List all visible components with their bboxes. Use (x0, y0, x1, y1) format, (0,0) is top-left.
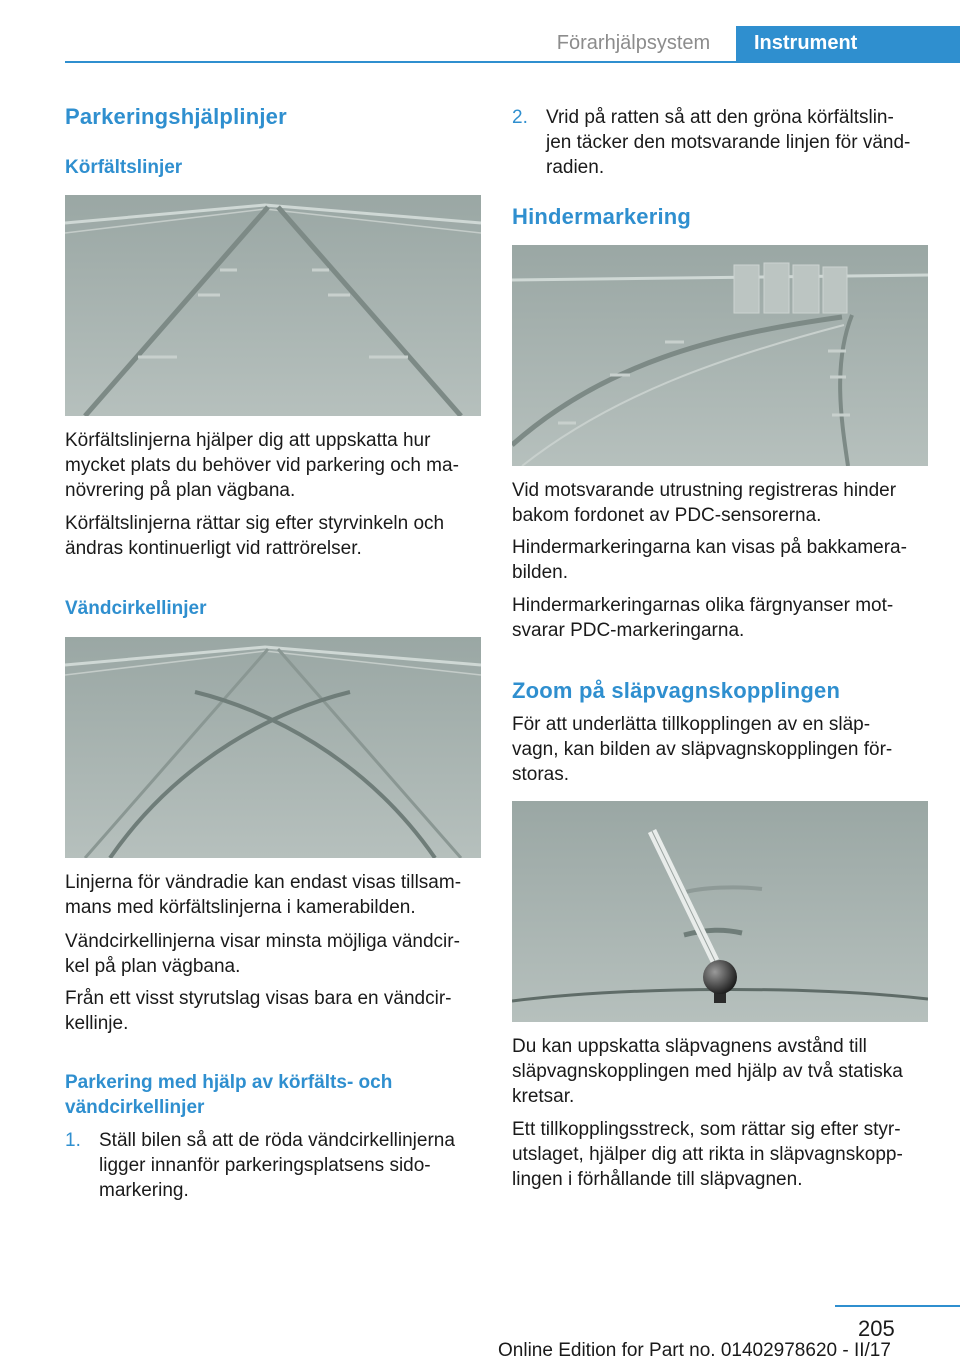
paragraph-hindermarkering-1 (512, 478, 928, 528)
text-line: vagn, kan bilden av släpvagnskopplingen för- (512, 739, 893, 760)
paragraph-korfaltslinjer-1 (65, 428, 481, 503)
figure-turning-circle-lines (65, 637, 481, 858)
text-line: Från ett visst styrutslag visas bara en vändcir- (65, 988, 452, 1009)
text-line: svarar PDC-markeringarna. (512, 620, 745, 641)
subheading-vandcirkellinjer: Vändcirkellinjer (65, 598, 207, 619)
header-chapter-tab (736, 26, 960, 63)
text-line: mycket plats du behöver vid parkering och ma- (65, 455, 459, 476)
text-line: För att underlätta tillkopplingen av en släp- (512, 714, 871, 735)
text-line: Ställ bilen så att de röda vändcirkellinjerna (99, 1130, 455, 1151)
text-line: markering. (99, 1180, 189, 1201)
step-number-2: 2. (512, 107, 528, 128)
text-line: növrering på plan vägbana. (65, 480, 296, 501)
paragraph-korfaltslinjer-2 (65, 511, 481, 561)
paragraph-hindermarkering-3 (512, 593, 928, 643)
step-text-1 (99, 1128, 481, 1203)
header-section-tab: Förarhjälpsystem (556, 32, 711, 54)
step-text-2 (546, 105, 928, 180)
paragraph-hindermarkering-2 (512, 535, 928, 585)
text-line: Linjerna för vändradie kan endast visas tillsam- (65, 872, 462, 893)
edition-note: Online Edition for Part no. 01402978620 - II/17 (498, 1340, 891, 1361)
section-title-parkeringshjalplinjer: Parkeringshjälplinjer (65, 104, 287, 129)
text-line: Du kan uppskatta släpvagnens avstånd till (512, 1036, 867, 1057)
text-line: kellinje. (65, 1013, 129, 1034)
text-line: ligger innanför parkeringsplatsens sido- (99, 1155, 431, 1176)
paragraph-vandcirkellinjer-1 (65, 870, 481, 920)
text-line: mans med körfältslinjerna i kamerabilden. (65, 897, 416, 918)
step-number-1: 1. (65, 1130, 81, 1151)
text-line: Vändcirkellinjerna visar minsta möjliga vändcir- (65, 931, 460, 952)
text-line: lingen i förhållande till släpvagnen. (512, 1169, 803, 1190)
footer-rule (835, 1305, 960, 1307)
text-line: släpvagnskopplingen med hjälp av två statiska (512, 1061, 903, 1082)
text-line: bakom fordonet av PDC-sensorerna. (512, 505, 822, 526)
paragraph-zoom-3 (512, 1117, 928, 1192)
figure-lane-lines (65, 195, 481, 416)
text-line: Parkering med hjälp av körfälts- och (65, 1072, 393, 1093)
paragraph-vandcirkellinjer-3 (65, 986, 481, 1036)
text-line: Hindermarkeringarnas olika färgnyanser mot- (512, 595, 894, 616)
text-line: Ett tillkopplingsstreck, som rättar sig efter styr- (512, 1119, 901, 1140)
text-line: Vid motsvarande utrustning registreras hinder (512, 480, 897, 501)
header-chapter-label: Instrument (754, 32, 858, 54)
section-title-zoom: Zoom på släpvagnskopplingen (512, 678, 841, 703)
text-line: storas. (512, 764, 570, 785)
header-rule (65, 61, 960, 63)
subheading-korfaltslinjer: Körfältslinjer (65, 157, 183, 178)
text-line: bilden. (512, 562, 568, 583)
section-title-hindermarkering: Hindermarkering (512, 204, 692, 229)
text-line: Vrid på ratten så att den gröna körfältslin- (546, 107, 894, 128)
figure-obstacle-markers (512, 245, 928, 466)
paragraph-zoom-2 (512, 1034, 928, 1109)
text-line: jen täcker den motsvarande linjen för vänd- (546, 132, 911, 153)
text-line: Körfältslinjerna rättar sig efter styrvinkeln och (65, 513, 445, 534)
text-line: kretsar. (512, 1086, 575, 1107)
page-number: 205 (858, 1316, 895, 1341)
text-line: vändcirkellinjer (65, 1097, 205, 1118)
paragraph-vandcirkellinjer-2 (65, 929, 481, 979)
text-line: ändras kontinuerligt vid rattrörelser. (65, 538, 362, 559)
text-line: Hindermarkeringarna kan visas på bakkamera- (512, 537, 907, 558)
subheading-parkering-med-hjalp (65, 1070, 481, 1120)
text-line: Körfältslinjerna hjälper dig att uppskatta hur (65, 430, 431, 451)
text-line: radien. (546, 157, 605, 178)
text-line: utslaget, hjälper dig att rikta in släpvagnskopp- (512, 1144, 903, 1165)
paragraph-zoom-1 (512, 712, 928, 787)
text-line: kel på plan vägbana. (65, 956, 241, 977)
figure-trailer-hitch-zoom (512, 801, 928, 1022)
